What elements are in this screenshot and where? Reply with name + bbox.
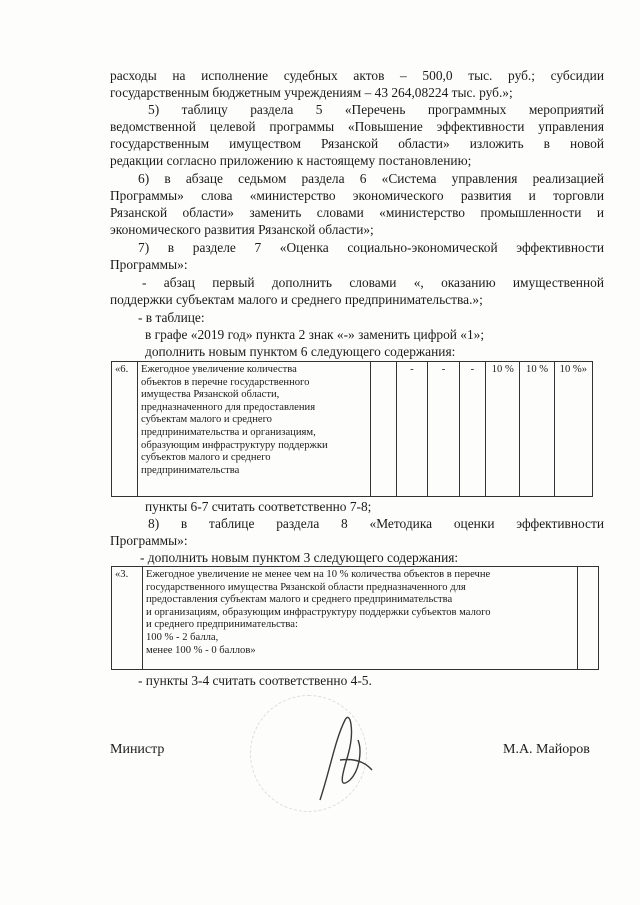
table-item-6 [111,361,593,497]
cell-line: субъектов малого и среднего [141,452,271,464]
paragraph-line: ведомственной целевой программы «Повышение эффективности управления [110,119,604,134]
table-cell-description [143,567,578,670]
cell-line: предпринимательства и организациям, [141,426,316,438]
paragraph-line: Рязанской области» заменить словами «министерство промышленности и [110,205,604,220]
paragraph-line: - абзац первый дополнить словами «, оказанию имущественной [142,275,604,290]
table-cell-value: 10 % [520,362,554,497]
paragraph-line: экономического развития Рязанской области»; [110,222,374,237]
cell-line: и среднего предпринимательства: [146,619,298,631]
cell-line: Ежегодное увеличение не менее чем на 10 % количества объектов в перечне [146,569,491,580]
paragraph-line: государственным имуществом Рязанской области» изложить в новой [110,136,604,151]
paragraph-line: 6) в абзаце седьмом раздела 6 «Система управления реализацией [138,171,604,186]
table-cell-value: - [459,362,485,497]
table-cell-value: 10 % [486,362,520,497]
cell-line: государственного имущества Рязанской области предназначенного для [146,581,466,593]
paragraph-line: в графе «2019 год» пункта 2 знак «-» заменить цифрой «1»; [145,327,485,342]
paragraph-line: - пункты 3-4 считать соответственно 4-5. [138,673,372,688]
table-row [112,362,593,497]
paragraph-line: поддержки субъектам малого и среднего предпринимательства.»; [110,292,483,307]
paragraph-line: пункты 6-7 считать соответственно 7-8; [145,499,372,514]
cell-line: предоставления субъектам малого и среднего предпринимательства [146,594,453,606]
table-cell-empty [578,567,599,670]
paragraph-line: редакции согласно приложению к настоящему постановлению; [110,153,472,168]
paragraph-line: дополнить новым пунктом 6 следующего содержания: [145,344,456,359]
table-item-3 [111,566,599,670]
cell-line: Ежегодное увеличение количества [141,364,297,375]
table-cell-number: «6. [112,362,138,497]
cell-line: предпринимательства [141,464,240,476]
signature-position: Министр [110,742,165,757]
signature-name: М.А. Майоров [503,742,590,757]
paragraph-line: - дополнить новым пунктом 3 следующего содержания: [140,550,459,565]
table-cell-description [138,362,371,497]
cell-line: 100 % - 2 балла, [146,631,219,643]
paragraph-line: государственным бюджетным учреждениям – 43 264,08224 тыс. руб.»; [110,85,513,100]
cell-line: предназначенного для предоставления [141,401,316,413]
paragraph-line: расходы на исполнение судебных актов – 500,0 тыс. руб.; субсидии [110,68,604,83]
paragraph-line: - в таблице: [138,310,205,325]
table-cell-value: - [396,362,428,497]
table-cell-value [370,362,396,497]
paragraph-line: 8) в таблице раздела 8 «Методика оценки эффективности [148,516,604,531]
cell-line: объектов в перечне государственного [141,376,310,388]
handwritten-signature [300,700,380,810]
cell-line: и организациям, образующим инфраструктуру поддержки субъектов малого [146,606,491,618]
paragraph-line: 7) в разделе 7 «Оценка социально-экономической эффективности [138,240,604,255]
table-row [112,567,599,670]
cell-line: менее 100 % - 0 баллов» [146,644,256,656]
table-cell-value: 10 %» [554,362,592,497]
paragraph-line: Программы»: [110,257,188,272]
cell-line: субъектам малого и среднего [141,414,272,426]
paragraph-line: 5) таблицу раздела 5 «Перечень программных мероприятий [148,102,604,117]
cell-line: образующим инфраструктуру поддержки [141,439,328,451]
table-cell-value: - [428,362,460,497]
paragraph-line: Программы»: [110,533,188,548]
paragraph-line: Программы» слова «министерство экономического развития и торговли [110,188,604,203]
cell-line: имущества Рязанской области, [141,389,280,401]
table-cell-number: «3. [112,567,143,670]
